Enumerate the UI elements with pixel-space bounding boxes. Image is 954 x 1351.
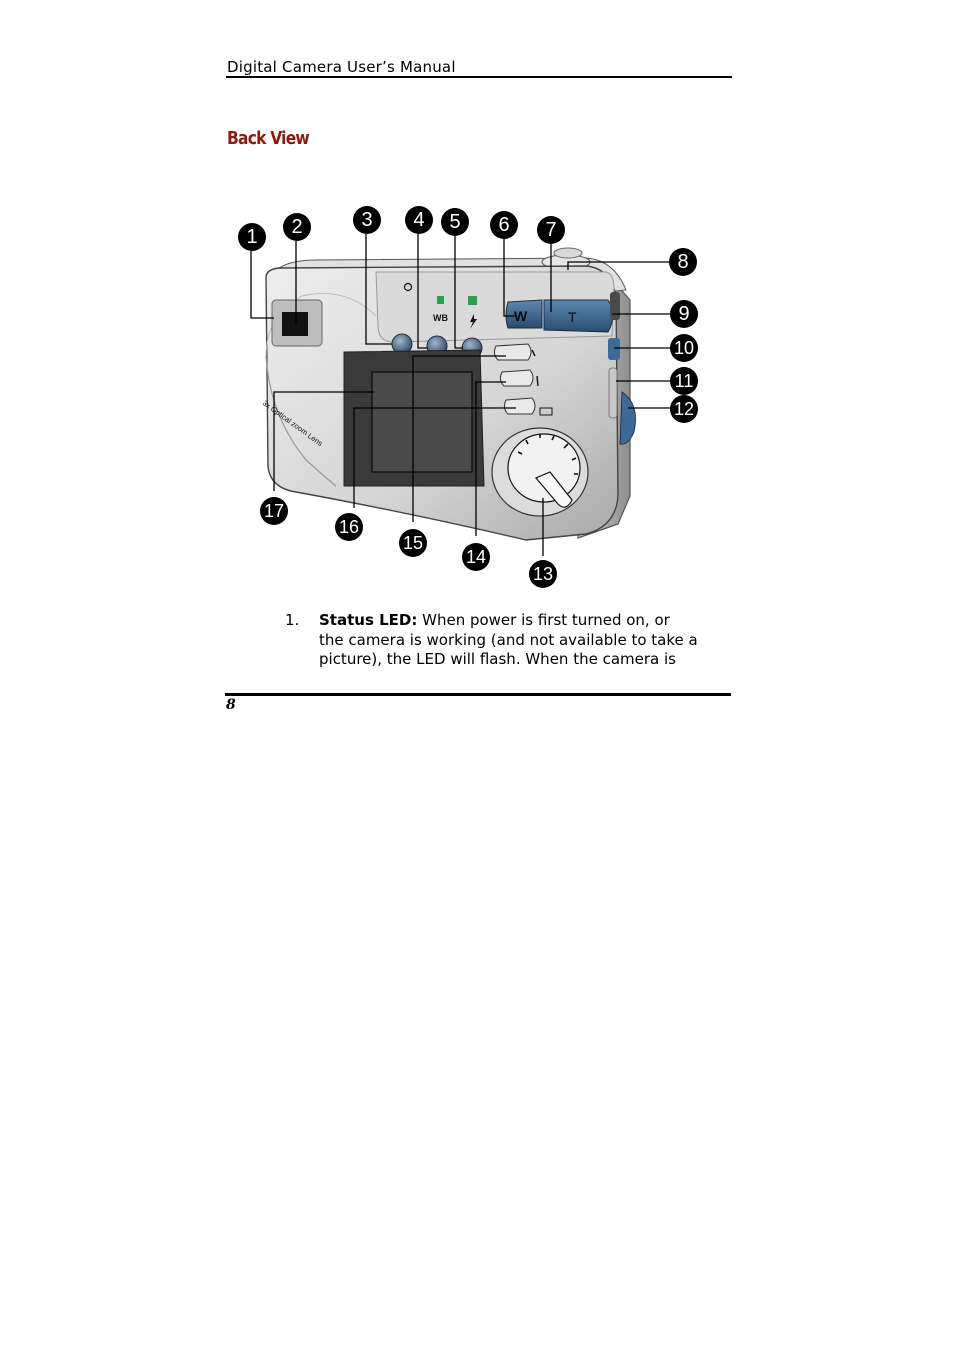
mode-dial [508, 434, 580, 502]
page-number: 8 [226, 697, 236, 713]
zoom-wide-label: W [514, 308, 528, 324]
copy-icon [468, 296, 477, 305]
camera-illustration [226, 196, 716, 592]
lens-text: 3x Optical zoom Lens [260, 398, 325, 449]
down-button [500, 370, 533, 386]
display-button [504, 398, 535, 414]
callout-13: 13 [529, 560, 557, 588]
header-rule [226, 76, 732, 78]
up-button [494, 344, 531, 360]
list-item-text: When power is first turned on, or the camera is working (and not available to take a picture), the LED will flash. When the camera is [319, 611, 698, 668]
callout-10: 10 [670, 334, 698, 362]
lcd-screen [372, 372, 472, 472]
viewfinder-window [282, 312, 308, 336]
callout-12: 12 [670, 395, 698, 423]
callout-4: 4 [405, 206, 433, 234]
trash-icon [437, 296, 444, 304]
footer-rule [225, 693, 731, 696]
hand-strap [620, 392, 636, 444]
down-arrow-icon [537, 376, 538, 386]
av-port [609, 368, 617, 418]
callout-8: 8 [669, 248, 697, 276]
list-item-term: Status LED: [319, 611, 418, 629]
camera-back-figure [226, 196, 716, 592]
usb-cover [608, 338, 620, 360]
list-item-number: 1. [285, 611, 300, 629]
zoom-tele-button [544, 300, 613, 332]
section-title: Back View [227, 128, 309, 149]
callout-1: 1 [238, 223, 266, 251]
strap-eyelet [610, 292, 620, 320]
zoom-tele-label: T [568, 309, 577, 325]
header-title: Digital Camera User’s Manual [227, 58, 456, 76]
wb-label: WB [433, 313, 448, 323]
callout-15: 15 [399, 529, 427, 557]
callout-14: 14 [462, 543, 490, 571]
callout-11: 11 [670, 367, 698, 395]
callout-3: 3 [353, 206, 381, 234]
callout-2: 2 [283, 213, 311, 241]
callout-5: 5 [441, 208, 469, 236]
mode-button [554, 248, 582, 258]
callout-16: 16 [335, 513, 363, 541]
callout-6: 6 [490, 211, 518, 239]
callout-17: 17 [260, 497, 288, 525]
callout-9: 9 [670, 300, 698, 328]
callout-7: 7 [537, 216, 565, 244]
list-item-body [319, 611, 699, 670]
